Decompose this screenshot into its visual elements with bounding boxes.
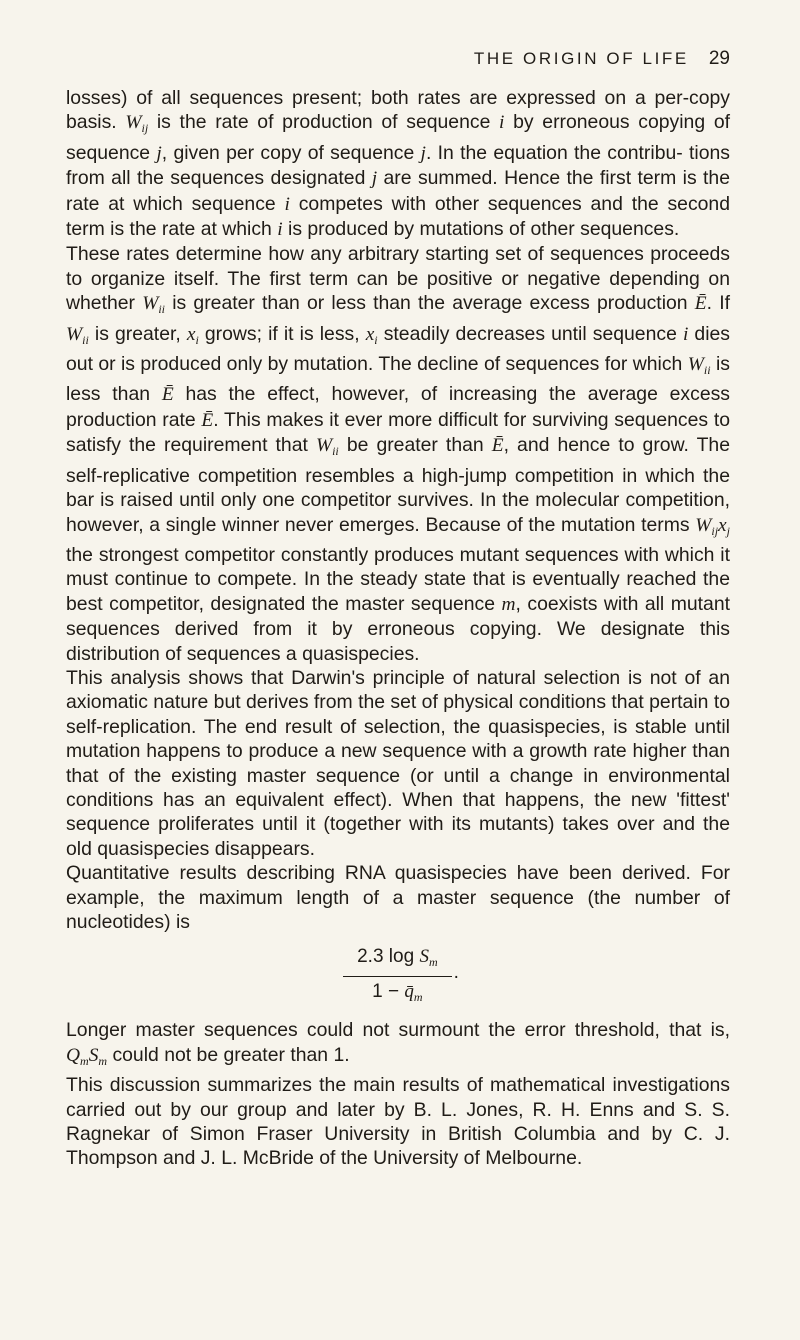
fraction-denominator: $1 - q̄_m$: [372, 981, 423, 1005]
paragraph-2: These rates determine how any arbitrary starting set of sequences proceeds to organize itself. The first term can be positive or negative depending on whether $W_{ii}$ is greater than or less than the average excess production Ē. If $W_{ii}$ is greater, $x_i$ grows; if it is less, $x_i$ steadily decreases until sequence i dies out or is produced only by mutation. The decline of sequences for which $W_{ii}$ is less than Ē has the effect, however, of increasing the average excess production rate Ē. This makes it ever more difficult for surviving sequences to satisfy the requirement that $W_{ii}$ be greater than Ē, and hence to grow. The self-replicative competition resembles a high-jump competition in which the bar is raised until only one competitor survives. In the molecular competition, however, a single winner never emerges. Because of the mutation terms $W_{ij}x_j$ the strongest competitor constantly produces mutant sequences with which it must continue to compete. In the steady state that is eventually reached the best competitor, designated the master sequence m, coexists with all mutant sequences derived from it by erroneous copying. We designate this distribution of sequences a quasispecies.: [66, 243, 731, 665]
formula-period: .: [453, 962, 459, 984]
max-length-formula: [66, 944, 730, 1010]
fraction-numerator: 2.3 $\log S_m$: [343, 944, 452, 977]
page-number: 29: [708, 48, 730, 69]
paragraph-4: Quantitative results describing RNA quasispecies have been derived. For example, the maximum length of a master sequence (the number of nucleotides) is: [66, 862, 730, 933]
body-text: [66, 86, 730, 1171]
paragraph-1: losses) of all sequences present; both rates are expressed on a per-copy basis. $W_{ij}$ is the rate of production of sequence i by erroneous copying of sequence j, given per copy of sequence j. In the equation the contribu- tions from all the sequences designated j are summed. Hence the first term is the rate at which sequence i competes with other sequences and the second term is the rate at which i is produced by mutations of other sequences.: [66, 87, 731, 241]
paragraph-5: Longer master sequences could not surmount the error threshold, that is, $Q_mS_m$ could not be greater than 1.: [66, 1019, 730, 1068]
running-head: [66, 48, 730, 70]
running-title: THE ORIGIN OF LIFE: [473, 49, 689, 68]
paragraph-3: This analysis shows that Darwin's principle of natural selection is not of an axiomatic nature but derives from the set of physical conditions that pertain to self-replication. The end result of selection, the quasispecies, is stable until mutation happens to produce a new sequence with a growth rate higher than that of the existing master sequence (or until a change in environmental conditions has an equivalent effect). When that happens, the new 'fittest' sequence proliferates until it (together with its mutants) takes over and the old quasispecies disappears.: [66, 666, 730, 860]
fraction: [343, 944, 452, 1010]
paragraph-6: This discussion summarizes the main results of mathematical investigations carried out by our group and later by B. L. Jones, R. H. Enns and S. S. Ragnekar of Simon Fraser University in British Columbia and by C. J. Thompson and J. L. McBride of the University of Melbourne.: [66, 1074, 730, 1170]
